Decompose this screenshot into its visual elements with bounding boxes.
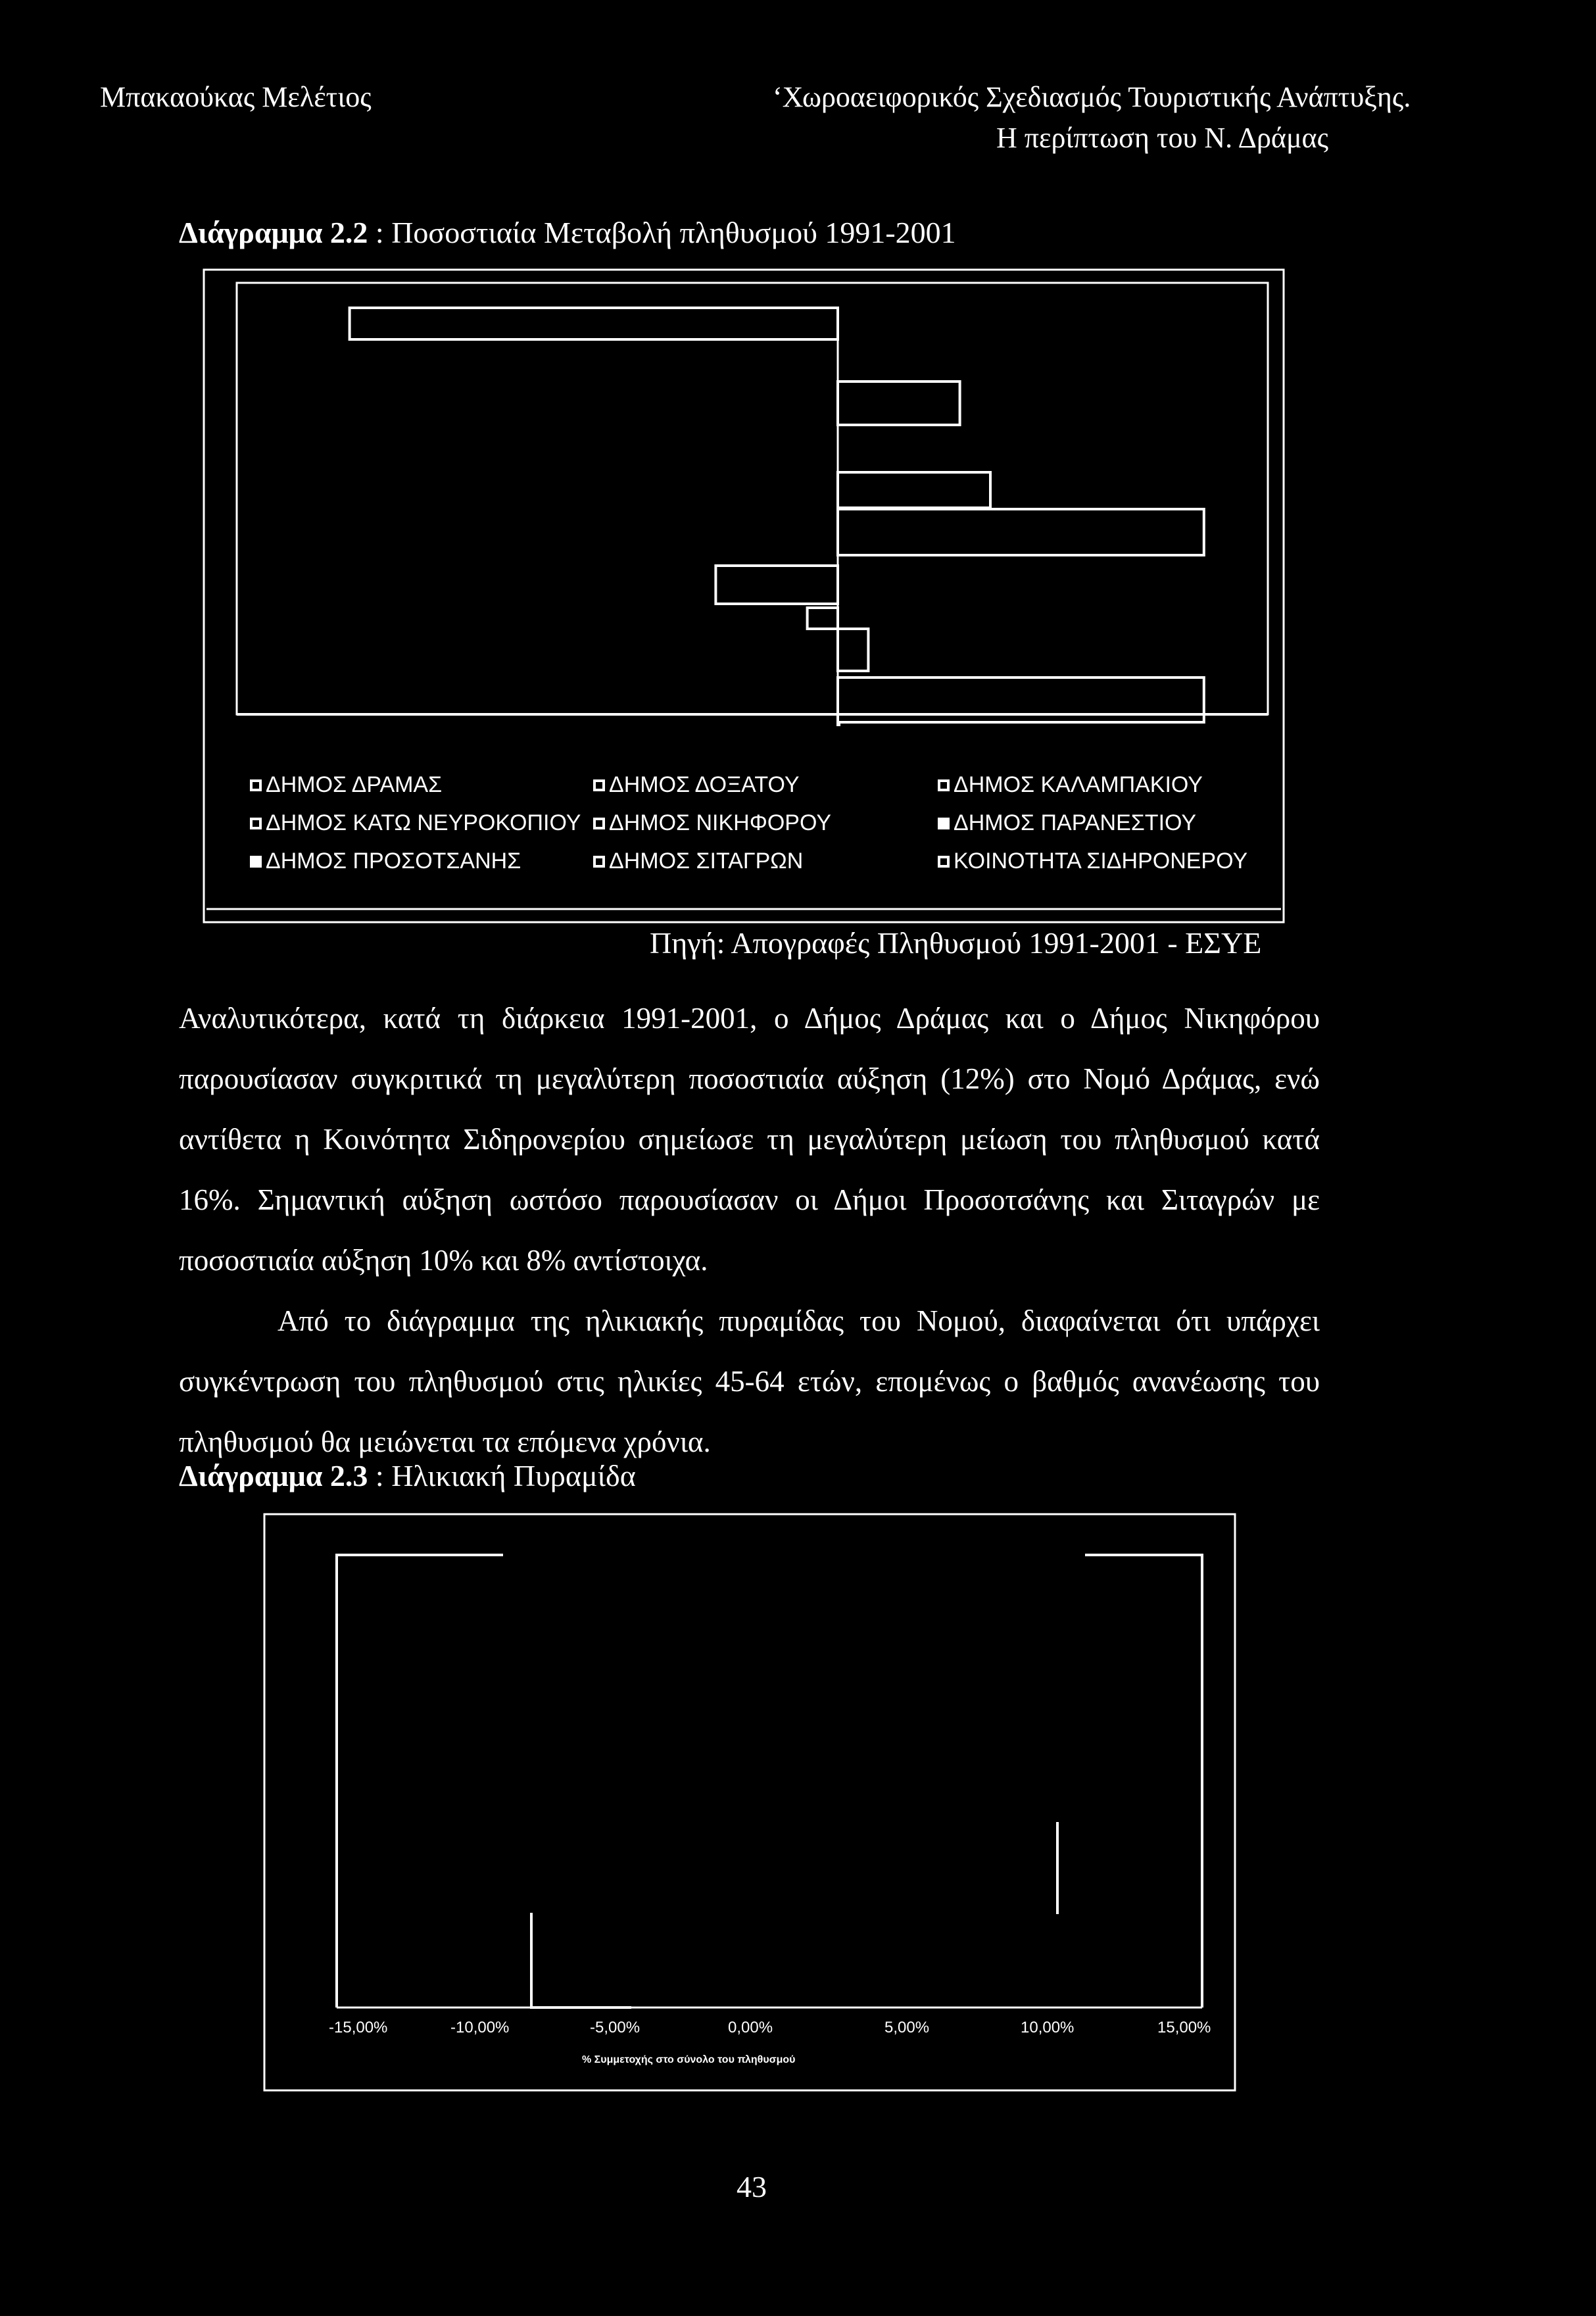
legend-label: ΔΗΜΟΣ ΔΟΞΑΤΟΥ bbox=[609, 772, 800, 797]
legend-swatch bbox=[250, 856, 262, 868]
pyramid-frame-right bbox=[1085, 1555, 1202, 2008]
bar-6 bbox=[808, 608, 838, 629]
x-tick-label: -10,00% bbox=[450, 2019, 510, 2036]
chart2-outer-frame bbox=[264, 1514, 1235, 2090]
legend-swatch bbox=[938, 856, 950, 868]
bar-4 bbox=[838, 509, 1204, 555]
bar-7 bbox=[838, 629, 868, 671]
legend-swatch bbox=[250, 779, 262, 791]
legend-item bbox=[593, 810, 831, 836]
legend-label: ΔΗΜΟΣ ΝΙΚΗΦΟΡΟΥ bbox=[609, 810, 832, 835]
author-name: Μπακαούκας Μελέτιος bbox=[100, 81, 372, 113]
figure-2-3-title: : Ηλικιακή Πυραμίδα bbox=[368, 1459, 636, 1492]
bar-5 bbox=[715, 566, 838, 604]
figure-2-3-caption bbox=[179, 1458, 636, 1494]
legend-item bbox=[938, 849, 1247, 874]
paragraph-2: Από το διάγραμμα της ηλικιακής πυραμίδας του Νομού, διαφαίνεται ότι υπάρχει συγκέντρωση του πληθυσμού στις ηλικίες 45-64 ετών, επομένως ο βαθμός ανανέωσης του πληθυσμού θα μειώνεται τα επόμενα χρόνια. bbox=[179, 1304, 1320, 1458]
legend-swatch bbox=[593, 779, 605, 791]
x-tick-label: -5,00% bbox=[590, 2019, 641, 2036]
document-title-line1: ‘Χωροαειφορικός Σχεδιασμός Τουριστικής Ανάπτυξης. bbox=[773, 81, 1411, 113]
legend-label: ΔΗΜΟΣ ΚΑΤΩ ΝΕΥΡΟΚΟΠΙΟΥ bbox=[266, 810, 581, 835]
document-title-line2: Η περίπτωση του Ν. Δράμας bbox=[996, 122, 1329, 154]
age-pyramid-chart bbox=[263, 1513, 1236, 2092]
legend-label: ΔΗΜΟΣ ΚΑΛΑΜΠΑΚΙΟΥ bbox=[954, 772, 1203, 797]
pyramid-x-axis-label: % Συμμετοχής στο σύνολο του πληθυσμού bbox=[582, 2054, 796, 2065]
legend-item bbox=[593, 849, 803, 874]
x-tick-label: 10,00% bbox=[1021, 2019, 1075, 2036]
x-tick-label: 5,00% bbox=[884, 2019, 930, 2036]
legend-label: ΚΟΙΝΟΤΗΤΑ ΣΙΔΗΡΟΝΕΡΟΥ bbox=[954, 849, 1248, 874]
figure-2-2-label: Διάγραμμα 2.2 bbox=[179, 216, 368, 249]
legend-item bbox=[938, 810, 1196, 836]
figure-2-3-label: Διάγραμμα 2.3 bbox=[179, 1459, 368, 1492]
legend-item bbox=[250, 772, 442, 798]
legend-label: ΔΗΜΟΣ ΣΙΤΑΓΡΩΝ bbox=[609, 849, 804, 874]
bar-1 bbox=[350, 308, 838, 339]
x-tick-label: 0,00% bbox=[728, 2019, 773, 2036]
page-number: 43 bbox=[737, 2170, 767, 2204]
bar-2 bbox=[838, 382, 960, 425]
age-pyramid-svg bbox=[263, 1513, 1236, 2092]
legend-swatch bbox=[938, 779, 950, 791]
bar-3 bbox=[838, 472, 990, 508]
legend-swatch bbox=[593, 856, 605, 868]
legend-swatch bbox=[938, 818, 950, 829]
figure-2-2-title: : Ποσοστιαία Μεταβολή πληθυσμού 1991-2001 bbox=[368, 216, 956, 249]
legend-item bbox=[250, 849, 521, 874]
pyramid-bar-female-partial bbox=[531, 1913, 631, 2008]
x-tick-label: -15,00% bbox=[329, 2019, 388, 2036]
legend-label: ΔΗΜΟΣ ΠΑΡΑΝΕΣΤΙΟΥ bbox=[954, 810, 1197, 835]
figure-2-2-source: Πηγή: Απογραφές Πληθυσμού 1991-2001 - ΕΣΥΕ bbox=[650, 926, 1262, 960]
legend-swatch bbox=[250, 818, 262, 829]
x-tick-label: 15,00% bbox=[1157, 2019, 1211, 2036]
population-change-chart bbox=[203, 268, 1285, 924]
body-text bbox=[179, 988, 1320, 1472]
legend-item bbox=[938, 772, 1203, 798]
figure-2-2-caption bbox=[179, 214, 956, 251]
legend-label: ΔΗΜΟΣ ΔΡΑΜΑΣ bbox=[266, 772, 443, 797]
legend-label: ΔΗΜΟΣ ΠΡΟΣΟΤΣΑΝΗΣ bbox=[266, 849, 521, 874]
pyramid-frame-left bbox=[337, 1555, 503, 2008]
plot-area-frame bbox=[237, 283, 1268, 714]
paragraph-1: Αναλυτικότερα, κατά τη διάρκεια 1991-2001, ο Δήμος Δράμας και ο Δήμος Νικηφόρου παρουσίασαν συγκριτικά τη μεγαλύτερη ποσοστιαία αύξηση (12%) στο Νομό Δράμας, ενώ αντίθετα η Κοινότητα Σιδηρονερίου σημείωσε τη μεγαλύτερη μείωση του πληθυσμού κατά 16%. Σημαντική αύξηση ωστόσο παρουσίασαν οι Δήμοι Προσοτσάνης και Σιταγρών με ποσοστιαία αύξηση 10% και 8% αντίστοιχα. bbox=[179, 1002, 1320, 1277]
legend-swatch bbox=[593, 818, 605, 829]
legend-item bbox=[250, 810, 581, 836]
legend-item bbox=[593, 772, 800, 798]
